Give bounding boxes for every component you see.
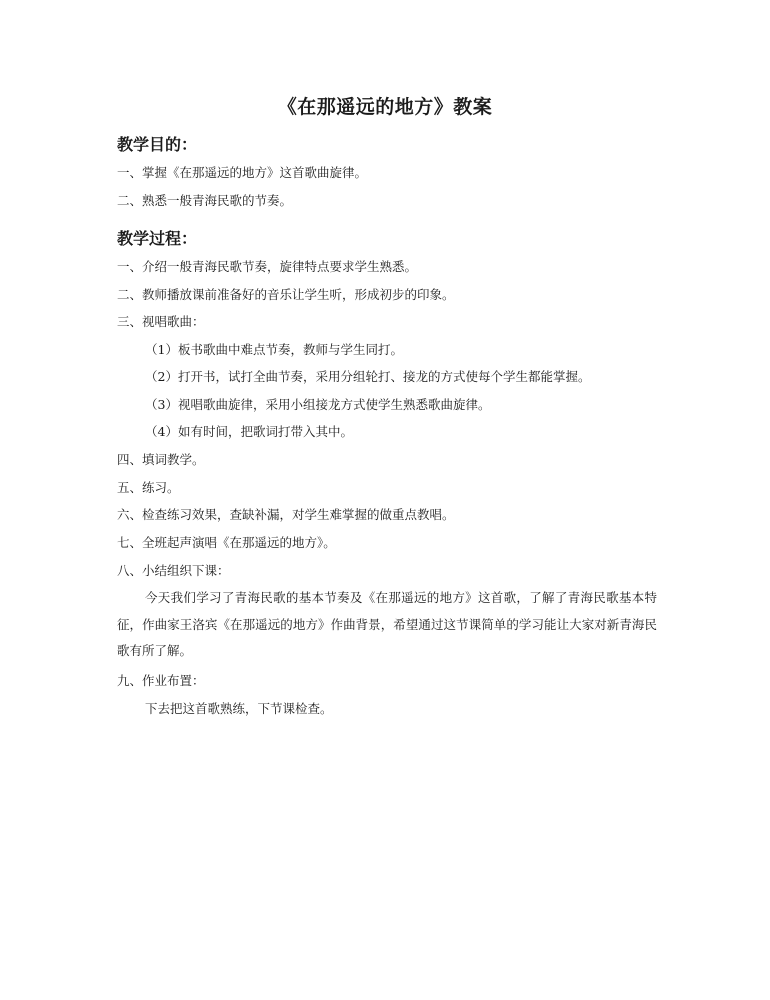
goal-item-2: 二、熟悉一般青海民歌的节奏。 <box>117 193 293 208</box>
summary-paragraph: 今天我们学习了青海民歌的基本节奏及《在那遥远的地方》这首歌，了解了青海民歌基本特征，作曲家王洛宾《在那遥远的地方》作曲背景，希望通过这节课简单的学习能让大家对新青海民歌有所了解。 <box>117 590 657 658</box>
process-item-6: 六、检查练习效果，查缺补漏，对学生难掌握的做重点教唱。 <box>117 507 455 522</box>
goal-item-1: 一、掌握《在那遥远的地方》这首歌曲旋律。 <box>117 165 368 180</box>
process-item-5: 五、练习。 <box>117 480 180 495</box>
process-item-2: 二、教师播放课前准备好的音乐让学生听，形成初步的印象。 <box>117 287 455 302</box>
homework-text: 下去把这首歌熟练，下节课检查。 <box>145 701 333 716</box>
process-item-7: 七、全班起声演唱《在那遥远的地方》。 <box>117 535 336 550</box>
document-title: 《在那遥远的地方》教案 <box>277 96 493 118</box>
process-heading: 教学过程： <box>117 229 198 248</box>
process-item-3: 三、视唱歌曲： <box>117 314 205 329</box>
goals-heading: 教学目的： <box>117 135 198 154</box>
process-sub-item-1: （1）板书歌曲中难点节奏，教师与学生同打。 <box>145 342 403 357</box>
process-item-9: 九、作业布置： <box>117 673 205 688</box>
process-item-8: 八、小结组织下课： <box>117 563 230 578</box>
process-sub-item-3: （3）视唱歌曲旋律，采用小组接龙方式使学生熟悉歌曲旋律。 <box>145 397 491 412</box>
process-item-1: 一、介绍一般青海民歌节奏，旋律特点要求学生熟悉。 <box>117 259 418 274</box>
process-sub-item-2: （2）打开书，试打全曲节奏，采用分组轮打、接龙的方式使每个学生都能掌握。 <box>145 369 591 384</box>
process-item-4: 四、填词教学。 <box>117 452 205 467</box>
process-sub-item-4: （4）如有时间，把歌词打带入其中。 <box>145 424 353 439</box>
